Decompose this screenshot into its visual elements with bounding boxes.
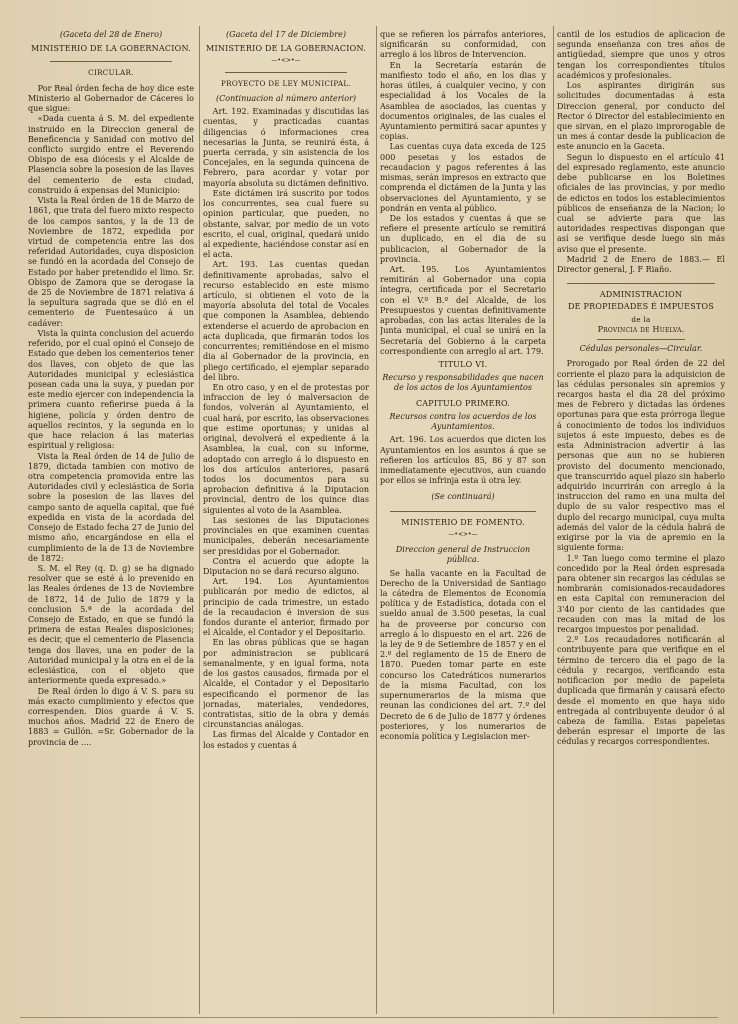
divider (390, 511, 536, 512)
column-rule (376, 26, 377, 1014)
ornament: —•<>•— (271, 57, 301, 65)
column-2 (203, 30, 369, 751)
paragraph: Las sesiones de las Diputaciones provinciales en que examinen cuentas municipales, deberán necesariamente ser presididas por el Gobernador. (203, 515, 369, 556)
admin-of: de la (631, 314, 651, 324)
divider (50, 61, 172, 62)
ornament: —•<>•— (448, 530, 478, 538)
paragraph: Art. 195. Los Ayuntamientos remitirán al Gobernador una copia íntegra, certificada por el Secretario con el V.º B.º del Alcalde, de los Presupuestos y cuentas definitivamente aprobadas, con las actas literales de la Junta municipal, el cual se unirá en la Secretaría del Gobierno á la carpeta correspondiente con arreglo al art. 179. (380, 265, 546, 356)
paragraph: Art. 196. Los acuerdos que dicten los Ayuntamientos en los asuntos á que se refieren los artículos 85, 86 y 87 son inmediatamente ejecutivos, aun cuando por ellos se infrinja esta ú otra ley. (380, 435, 546, 486)
paragraph: Se halla vacante en la Facultad de Derecho de la Universidad de Santiago la cátedra de Elementos de Economía política y de Estadística, dotada con el sueldo anual de 3.500 pesetas, la cual ha de proveerse por concurso con arreglo á lo dispuesto en el art. 226 de la ley de 9 de Setiembre de 1857 y en el 2.º del reglamento de 15 de Enero de 1870. Pueden tomar parte en este concurso los Catedráticos numerarios de la misma Facultad, con los supernumerarios de la misma que reunan las condiciones del art. 7.º del Decreto de 6 de Julio de 1877 y órdenes posteriores, y los numerarios de economía política y Legislacion mer- (380, 568, 546, 741)
paragraph: Vista la Real órden de 18 de Marzo de 1861, que trata del fuero mixto respecto de los campos santos, y la de 13 de Noviembre de 1872, expedida por virtud de competencia entre las dos referidad Autoridades, cuya disposicion se fundó en la acordada del Consejo de Estado por haber pretendido el limo. Sr. Obispo de Zamora que se derogase la de 25 de Noviembre de 1871 relativa á la sepultura sagrada que se dió en el cementerio de Fuentesaúco á un cadáver: (28, 196, 194, 328)
divider (225, 72, 347, 73)
paragraph: Los aspirantes dirigirán sus solicitudes documentadas á esta Direccion general, por conducto del Rector ó Director del establecimiento en que sirvan, en el plazo improrogable de un mes á contar desde la publicacion de este anuncio en la Gaceta. (557, 81, 725, 152)
paragraph: Art. 193. Las cuentas quedan definitivamente aprobadas, salvo el recurso establecido en este mismo artículo, si obtienen el voto de la mayoría absoluta del total de Vocales que componen la Asamblea, debiendo extenderse el acuerdo de aprobacion en acta duplicada, que firmarán todos los concurrentes; remitiéndose en el mismo dia al Gobernador de la provincia, en pliego certificado, el ejemplar separado del libro. (203, 260, 369, 382)
paragraph: 2.º Los recaudadores notificarán al contribuyente para que verifique en el término de tercero dia el pago de la cédula y recargos, verificando esta notificacion por medio de papeleta duplicada que firmarán y causará efecto desde el momento en que haya sido entregada al contribuyente deudor ó al cabeza de familia. Estas papeletas deberán espresar el importe de las cédulas y recargos correspondientes. (557, 635, 725, 747)
admin-title: ADMINISTRACION (599, 290, 683, 300)
chapter-subheading: Recursos contra los acuerdos de los Ayuntamientos. (389, 411, 537, 432)
admin-title-2: DE PROPIEDADES É IMPUESTOS (567, 302, 715, 312)
paragraph: En las obras públicas que se hagan por administracion se publicará semanalmente, y en igual forma, nota de los gastos causados, firmada por el Alcalde, el Contador y el Depositario especificando el pormenor de las jornadas, materiales, vendedores, contratistas, sitio de la obra y demás circunstancias análogas. (203, 638, 369, 730)
dateline: (Gaceta del 17 de Diciembre) (226, 30, 346, 39)
paragraph: Art. 194. Los Ayuntamientos publicarán por medio de edictos, al principio de cada trimestre, un estado de la recaudacion é inversion de sus fondos durante el anterior, firmado por el Alcalde, el Contador y el Depositario. (203, 577, 369, 638)
section-title: MINISTERIO DE LA GOBERNACION. (31, 44, 191, 54)
paragraph: «Dada cuenta á S. M. del expediente instruido en la Direccion general de Beneficencia y Sanidad con motivo del conflicto surgido entre el Reverendo Obispo de esa diócesis y el Alcalde de Plasencia sobre la posesion de las llaves del cementerio de esta ciudad, construido á expensas del Municipio: (28, 114, 194, 195)
paragraph: cantil de los estudios de aplicacion de segunda enseñanza con tres años de antigüedad, siempre que unos y otros tengan los correspondientes títulos académicos y profesionales. (557, 30, 725, 80)
column-1 (28, 30, 194, 748)
section-subtitle: Direccion general de Instruccion pública. (395, 545, 531, 565)
paragraph: Vista la quinta conclusion del acuerdo referido, por el cual opinó el Consejo de Estado que deben los cementerios tener dos llaves, con objeto de que las Autoridades municipal y eclesiástica posean cada una la suya, y puedan por este medio ejercer con independencia la primera cuanto refierirse pueda á la higiene, policía y órden dentro de aquellos recintos, y la segunda en lo que hace relacion á las materias espiritual y religiosa: (28, 328, 194, 451)
column-rule (553, 26, 554, 1014)
paragraph: De Real órden lo digo á V. S. para su más exacto cumplimiento y efectos que correspenden. Dios guarde á V. S. muchos años. Madrid 22 de Enero de 1883 = Gullón. =Sr. Gobernador de la provincia de .... (28, 686, 194, 747)
paragraph: Por Real órden fecha de hoy dice este Ministerio al Gobernador de Cáceres lo que sigue: (28, 83, 194, 114)
bottom-rule (20, 1017, 718, 1018)
divider (567, 283, 715, 284)
section-title: MINISTERIO DE FOMENTO. (401, 517, 525, 527)
divider (597, 339, 685, 340)
signature: Madrid 2 de Enero de 1883.— El Director general, J. F Riaño. (557, 254, 725, 275)
title-subheading: Recurso y responsabilidades que nacen de los actos de los Ayuntamientos (382, 373, 544, 393)
continuation-note: (Continuacion al número anterior) (215, 93, 357, 103)
subsection-title: CIRCULAR. (88, 68, 134, 78)
dateline: (Gaceta del 28 de Enero) (59, 30, 163, 39)
continued-note: (Se continuará) (431, 492, 495, 502)
paragraph: Las cuentas cuya data exceda de 125 000 pesetas y los estados de recaudacion y pagos referentes á las mismas, serán impresos en extracto que comprenda el dictámen de la Junta y las observaciones del Ayuntamiento, y se pondrán en venta al público. (380, 142, 546, 213)
circular-title: Cédulas personales—Circular. (579, 344, 703, 354)
title-heading: TITULO VI. (438, 360, 488, 369)
paragraph: En otro caso, y en el de protestas por infraccion de ley ó malversacion de fondos, volverán al Ayuntamiento, el cual hará, por escrito, las observaciones que estime oportunas; y unidas al original, devolverá el expediente á la Asamblea, la cual, con su informe, adoptado con arreglo á lo dispuesto en los dos artículos anteriores, pasará todos los documentos para su aprobacion definitiva á la Diputacion provincial, dentro de los quince dias siguientes al voto de la Asamblea. (203, 383, 369, 515)
column-4 (557, 30, 725, 748)
paragraph: Vista la Real órden de 14 de Julio de 1879, dictada tambien con motivo de otra competencia promovida entre las Autoridades civil y eclesiástica de Soria sobre la posesion de las llaves del campo santo de aquella capital, que fué expedida en vista de la acordada del Consejo de Estado fecha 27 de Junio del mismo año, encargándose en ella el cumplimiento de la de 13 de Noviembre de 1872: (28, 451, 194, 563)
section-title: MINISTERIO DE LA GOBERNACION. (206, 44, 366, 54)
paragraph: 1.º Tan luego como termine el plazo concedido por la Real órden espresada para obtener sin recargos las cédulas se nombrarán comisionados-recaudadores en esta Capital con remuneracion del 3'40 por ciento de las cantidades que recauden con mas la mitad de los recargos impuestos por penalidad. (557, 553, 725, 635)
column-3 (380, 30, 546, 742)
paragraph: S. M. el Rey (q. D. g) se ha dignado resolver que se esté á lo prevenido en las Reales órdenes de 13 de Noviembre de 1872, 14 de Julio de 1879 y la conclusion 5.ª de la acordada del Consejo de Estado, en que se fundó la primera de estas Reales disposiciones; es decir, que el cementerio de Plasencia tenga dos llaves, una en poder de la Autoridad municipal y la otra en el de la eclesiástica, con el objeto que anteriormente queda expresado.» (28, 563, 194, 686)
paragraph: De los estados y cuentas á que se refiere el presente artículo se remitirá un duplicado, en el dia de su publicacion, al Gobernador de la provincia. (380, 213, 546, 264)
paragraph: Contra el acuerdo que adopte la Diputacion no se dará recurso alguno. (203, 556, 369, 576)
paragraph: Art. 192. Examinadas y discutidas las cuentas, y practicadas cuantas diligencias ó informaciones crea necesarias la Junta, se reunirá ésta, á puerta cerrada, y sin asistencia de los Concejales, en la segunda quincena de Febrero, para acordar y votar por mayoría absoluta su dictámen definitivo. (203, 107, 369, 188)
project-title: PROYECTO DE LEY MUNICIPAL. (220, 78, 352, 88)
paragraph: que se refieren los párrafos anteriores, significarán su conformidad, con arreglo á los libros de Intervencion. (380, 30, 546, 60)
chapter-heading: CAPITULO PRIMERO. (415, 398, 511, 408)
paragraph: Este dictámen irá suscrito por todos los concurrentes, sea cual fuere su opinion particular, que pueden, no obstante, salvar, por medio de un voto escrito, el cual, original, quedará unido al expediente, haciéndose constar así en el acta. (203, 188, 369, 260)
paragraph: En la Secretaría estarán de manifiesto todo el año, en los dias y horas útiles, á cualquier vecino, y con especialidad á los Vocales de la Asamblea de asociados, las cuentas y documentos originales, de las cuales el Ayuntamiento permitirá sacar apuntes y copias. (380, 60, 546, 142)
paragraph: Las firmas del Alcalde y Contador en los estados y cuentas á (203, 730, 369, 750)
paragraph: Prorogado por Real órden de 22 del corriente el plazo para la adquisicion de las cédulas personales sin apremios y recargos hasta el dia 28 del próximo mes de Febrero y dictadas las órdenes oportunas para que esta prórroga llegue á conocimiento de todos los individuos sujetos á este impuesto, debes es de esta Administracion advertir á las personas que aun no se hubieren provisto del documento mencionado, que transcurrido aquel plazo sin haberlo adquirido incurrirán con arreglo á la instruccion del ramo en una multa del duplo de su valor respectivo mas el duplo del recargo municipal, cuya multa además del valor de la cédula habrá de exigirse por la via de apremio en la siguiente forma: (557, 359, 725, 553)
paragraph: Segun lo dispuesto en el artículo 41 del expresado reglamento, este anuncio debe publicarse en los Boletines oficiales de las provincias, y por medio de edictos en todos los establecimientos públicos de enseñanza de la Nacion; lo cual se advierte para que las autoridades respectivas dispongan que así se verifique desde luego sin más aviso que el presente. (557, 152, 725, 254)
admin-province: Provincia de Huelva. (597, 324, 685, 334)
column-rule (199, 26, 200, 1014)
